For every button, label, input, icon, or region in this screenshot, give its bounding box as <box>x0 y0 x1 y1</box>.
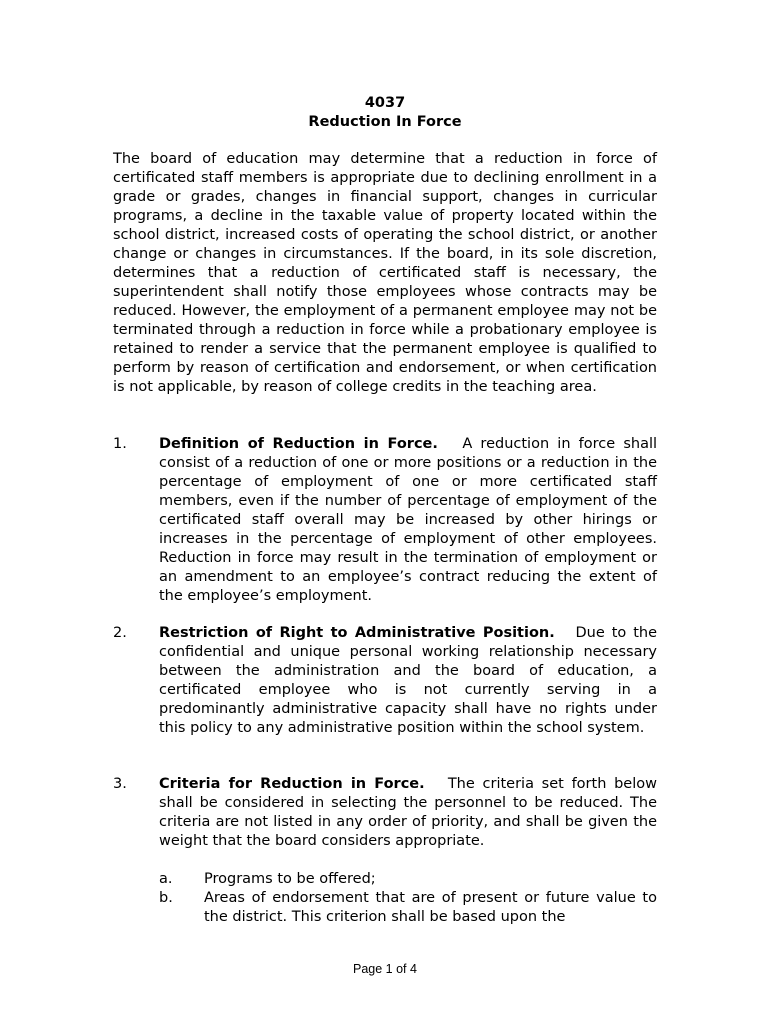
section-1-heading: Definition of Reduction in Force. <box>159 436 438 452</box>
section-1 <box>113 435 657 606</box>
page-footer: Page 1 of 4 <box>353 962 417 976</box>
policy-number: 4037 <box>364 95 406 111</box>
section-2-number: 2. <box>113 625 127 641</box>
intro-paragraph: The board of education may determine that a reduction in force of certificated staff members is appropriate due to declining enrollment in a grade or grades, changes in financial support, changes in curricular programs, a decline in the taxable value of property located within the school district, increased costs of operating the school district, or another change or changes in circumstances. If the board, in its sole discretion, determines that a reduction of certificated staff is necessary, the superintendent shall notify those employees whose contracts may be reduced. However, the employment of a permanent employee may not be terminated through a reduction in force while a probationary employee is retained to render a service that the permanent employee is qualified to perform by reason of certification and endorsement, or when certification is not applicable, by reason of college credits in the teaching area. <box>113 151 657 395</box>
criteria-b-text: Areas of endorsement that are of present or future value to the district. This criterion shall be based upon the <box>204 890 657 925</box>
section-3-text: The criteria set forth below shall be considered in selecting the personnel to be reduced. The criteria are not listed in any order of priority, and shall be given the weight that the board considers appropriate. <box>159 776 657 849</box>
section-1-body <box>159 435 657 606</box>
section-1-text: A reduction in force shall consist of a reduction of one or more positions or a reduction in the percentage of employment of one or more certificated staff members, even if the number of percentage of employment of the certificated staff overall may be increased by other hirings or increases in the percentage of employment of other employees. Reduction in force may result in the termination of employment or an amendment to an employee’s contract reducing the extent of the employee’s employment. <box>159 436 658 604</box>
section-3-number: 3. <box>113 776 127 792</box>
policy-title: Reduction In Force <box>308 114 462 130</box>
criteria-a-letter: a. <box>159 871 173 887</box>
section-3-heading: Criteria for Reduction in Force. <box>159 776 425 792</box>
section-2-heading: Restriction of Right to Administrative Position. <box>159 625 555 641</box>
section-2-text: Due to the confidential and unique personal working relationship necessary between the administration and the board of education, a certificated employee who is not currently serving in a predominantly administrative capacity shall have no rights under this policy to any administrative position within the school system. <box>159 625 657 736</box>
criteria-b-letter: b. <box>159 890 173 906</box>
section-3 <box>113 775 657 851</box>
section-3-body <box>159 775 657 851</box>
criteria-item-b <box>159 889 657 927</box>
section-2 <box>113 624 657 738</box>
criteria-a-text: Programs to be offered; <box>204 871 376 887</box>
criteria-item-a <box>159 870 657 889</box>
section-1-number: 1. <box>113 436 127 452</box>
section-2-body <box>159 624 657 738</box>
